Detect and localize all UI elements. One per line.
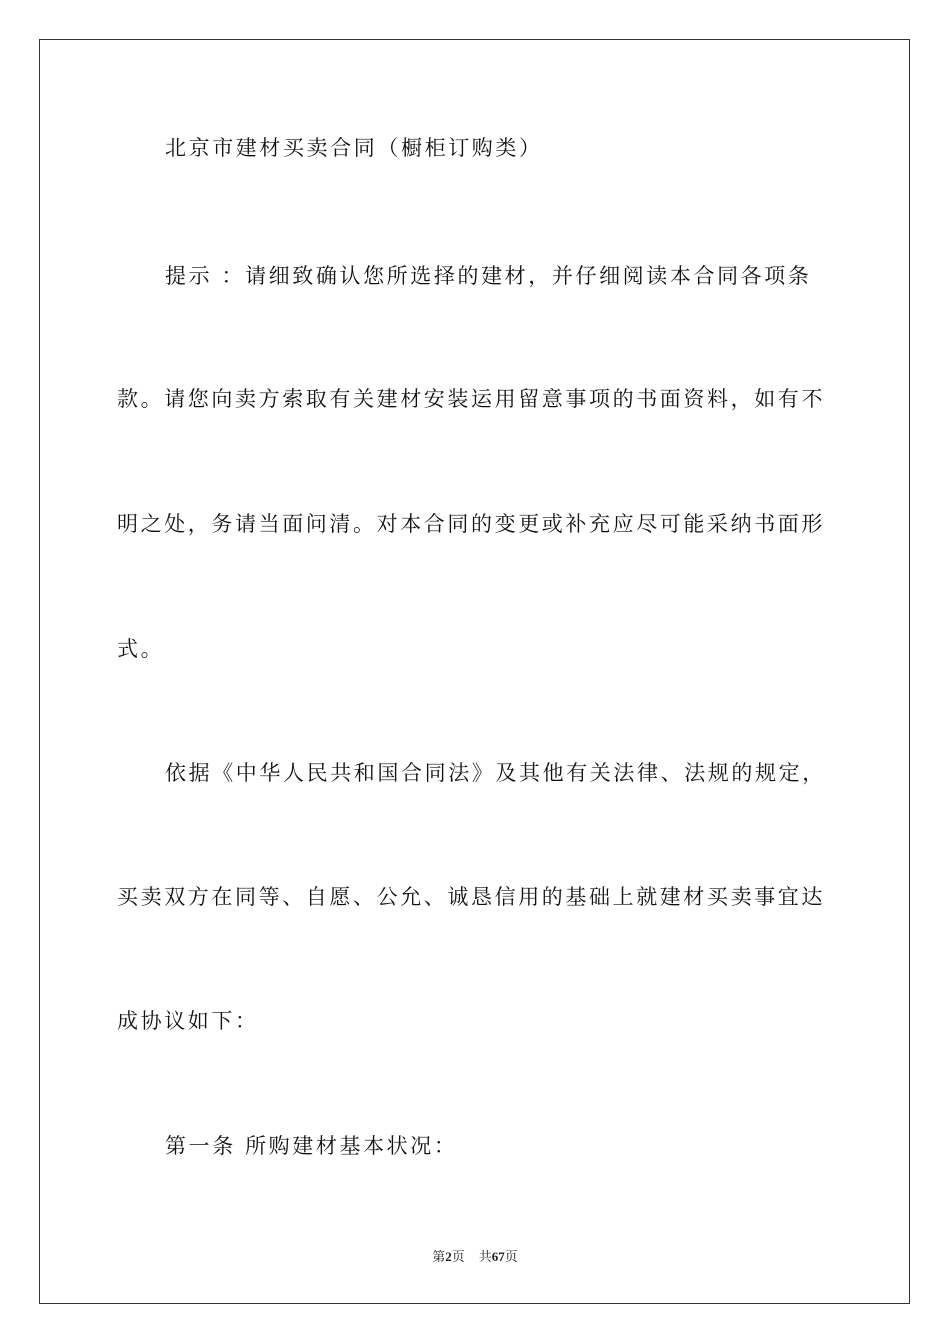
paragraph-line-1: 提示 ：请细致确认您所选择的建材，并仔细阅读本合同各项条 [165,264,812,288]
page-prefix: 第 [432,1249,446,1264]
page-border [39,39,910,1304]
section-heading: 第一条 所购建材基本状况： [165,1134,458,1158]
page-number: 2 [445,1249,452,1264]
document-title: 北京市建材买卖合同（橱柜订购类） [165,136,543,160]
total-prefix: 共 [478,1249,492,1264]
page-footer [0,1249,950,1265]
paragraph-line-2: 款。请您向卖方索取有关建材安装运用留意事项的书面资料，如有不 [117,387,825,411]
paragraph-line-7: 成协议如下： [117,1009,259,1033]
paragraph-line-4: 式。 [117,637,165,661]
paragraph-line-6: 买卖双方在同等、自愿、公允、诚恳信用的基础上就建材买卖事宜达 [117,885,825,909]
page-suffix: 页 [451,1249,465,1264]
paragraph-line-5: 依据《中华人民共和国合同法》及其他有关法律、法规的规定， [165,761,826,785]
paragraph-line-3: 明之处，务请当面问清。对本合同的变更或补充应尽可能采纳书面形 [117,512,825,536]
total-pages: 67 [491,1249,505,1264]
total-suffix: 页 [504,1249,518,1264]
